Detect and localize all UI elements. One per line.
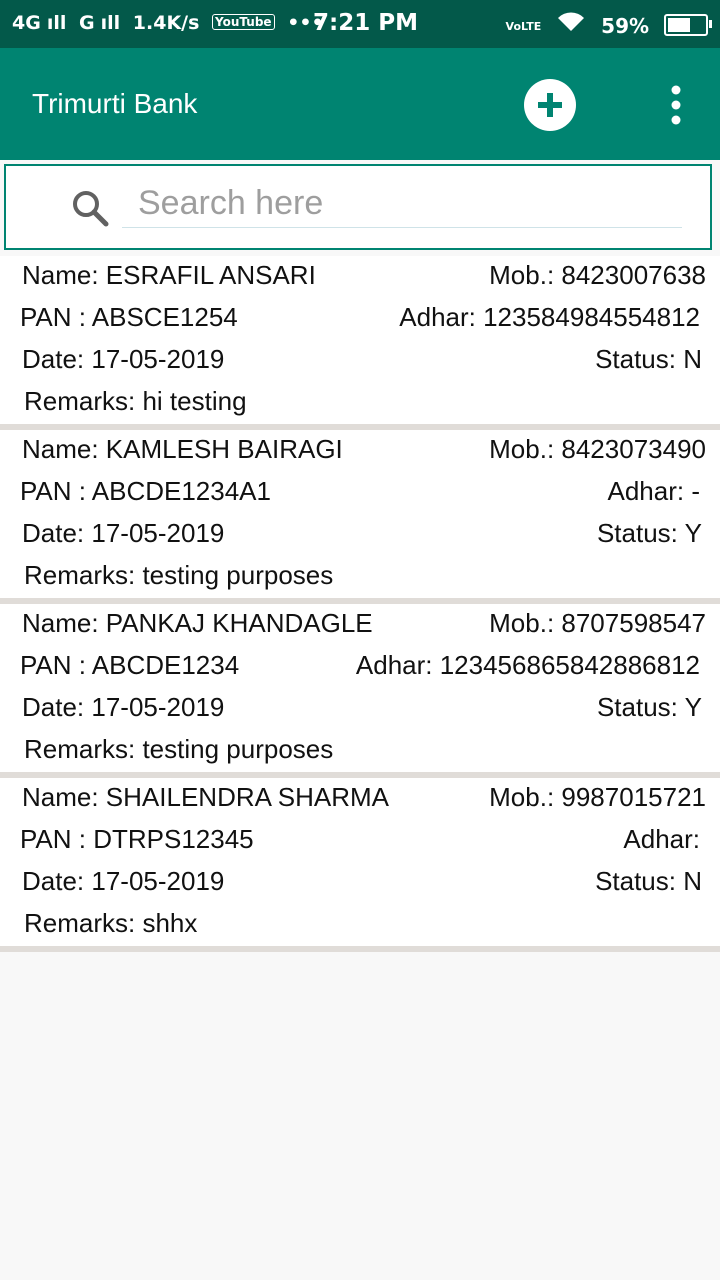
record-status: Status: N	[595, 866, 702, 896]
add-circle-icon	[535, 90, 565, 120]
record-mobile: Mob.: 8423073490	[489, 434, 706, 464]
wifi-icon	[556, 14, 593, 38]
battery-icon	[664, 14, 708, 36]
record-remarks: Remarks: testing purposes	[24, 560, 334, 590]
youtube-icon: YouTube	[212, 14, 275, 30]
record-name: Name: ESRAFIL ANSARI	[22, 260, 316, 290]
signal-4g: 4G	[12, 12, 41, 34]
record-pan: PAN : ABCDE1234	[20, 650, 240, 680]
record-adhar: Adhar: 123456865842886812	[355, 650, 700, 680]
record-item[interactable]	[0, 778, 720, 952]
app-title: Trimurti Bank	[32, 88, 198, 119]
record-status: Status: Y	[596, 692, 702, 722]
record-remarks: Remarks: shhx	[24, 908, 198, 938]
record-status: Status: Y	[596, 518, 702, 548]
status-right	[498, 11, 708, 38]
more-notifications-icon: •••	[287, 12, 324, 34]
record-date: Date: 17-05-2019	[22, 518, 225, 548]
record-adhar: Adhar:	[623, 824, 700, 854]
network-speed: 1.4K/s	[132, 12, 200, 34]
record-date: Date: 17-05-2019	[22, 692, 225, 722]
signal-bars-icon: ıll	[46, 12, 67, 34]
record-mobile: Mob.: 8423007638	[489, 260, 706, 290]
record-pan: PAN : ABCDE1234A1	[20, 476, 271, 506]
signal-bars-icon-2: ıll	[100, 12, 121, 34]
signal-g: G	[79, 12, 95, 34]
record-remarks: Remarks: testing purposes	[24, 734, 334, 764]
add-button[interactable]	[524, 79, 576, 131]
record-name: Name: SHAILENDRA SHARMA	[22, 782, 389, 812]
record-pan: PAN : DTRPS12345	[20, 824, 254, 854]
more-options-button[interactable]	[660, 82, 692, 128]
record-date: Date: 17-05-2019	[22, 344, 225, 374]
record-name: Name: KAMLESH BAIRAGI	[22, 434, 343, 464]
search-icon	[70, 188, 110, 228]
status-bar	[0, 0, 720, 48]
record-adhar: Adhar: -	[607, 476, 700, 506]
volte-icon: VoLTE	[505, 20, 542, 33]
record-remarks: Remarks: hi testing	[24, 386, 247, 416]
search-input[interactable]	[122, 180, 682, 228]
record-item[interactable]	[0, 604, 720, 778]
record-name: Name: PANKAJ KHANDAGLE	[22, 608, 373, 638]
search-box	[4, 164, 712, 250]
record-mobile: Mob.: 9987015721	[489, 782, 706, 812]
record-list	[0, 256, 720, 952]
record-item[interactable]	[0, 256, 720, 430]
status-time: 7:21 PM	[313, 10, 418, 36]
battery-percent: 59%	[601, 14, 650, 38]
record-adhar: Adhar: 123584984554812	[399, 302, 700, 332]
more-vert-icon	[660, 82, 692, 128]
status-left	[12, 12, 330, 34]
record-status: Status: N	[595, 344, 702, 374]
app-bar	[0, 48, 720, 160]
record-mobile: Mob.: 8707598547	[489, 608, 706, 638]
record-item[interactable]	[0, 430, 720, 604]
record-date: Date: 17-05-2019	[22, 866, 225, 896]
record-pan: PAN : ABSCE1254	[20, 302, 238, 332]
